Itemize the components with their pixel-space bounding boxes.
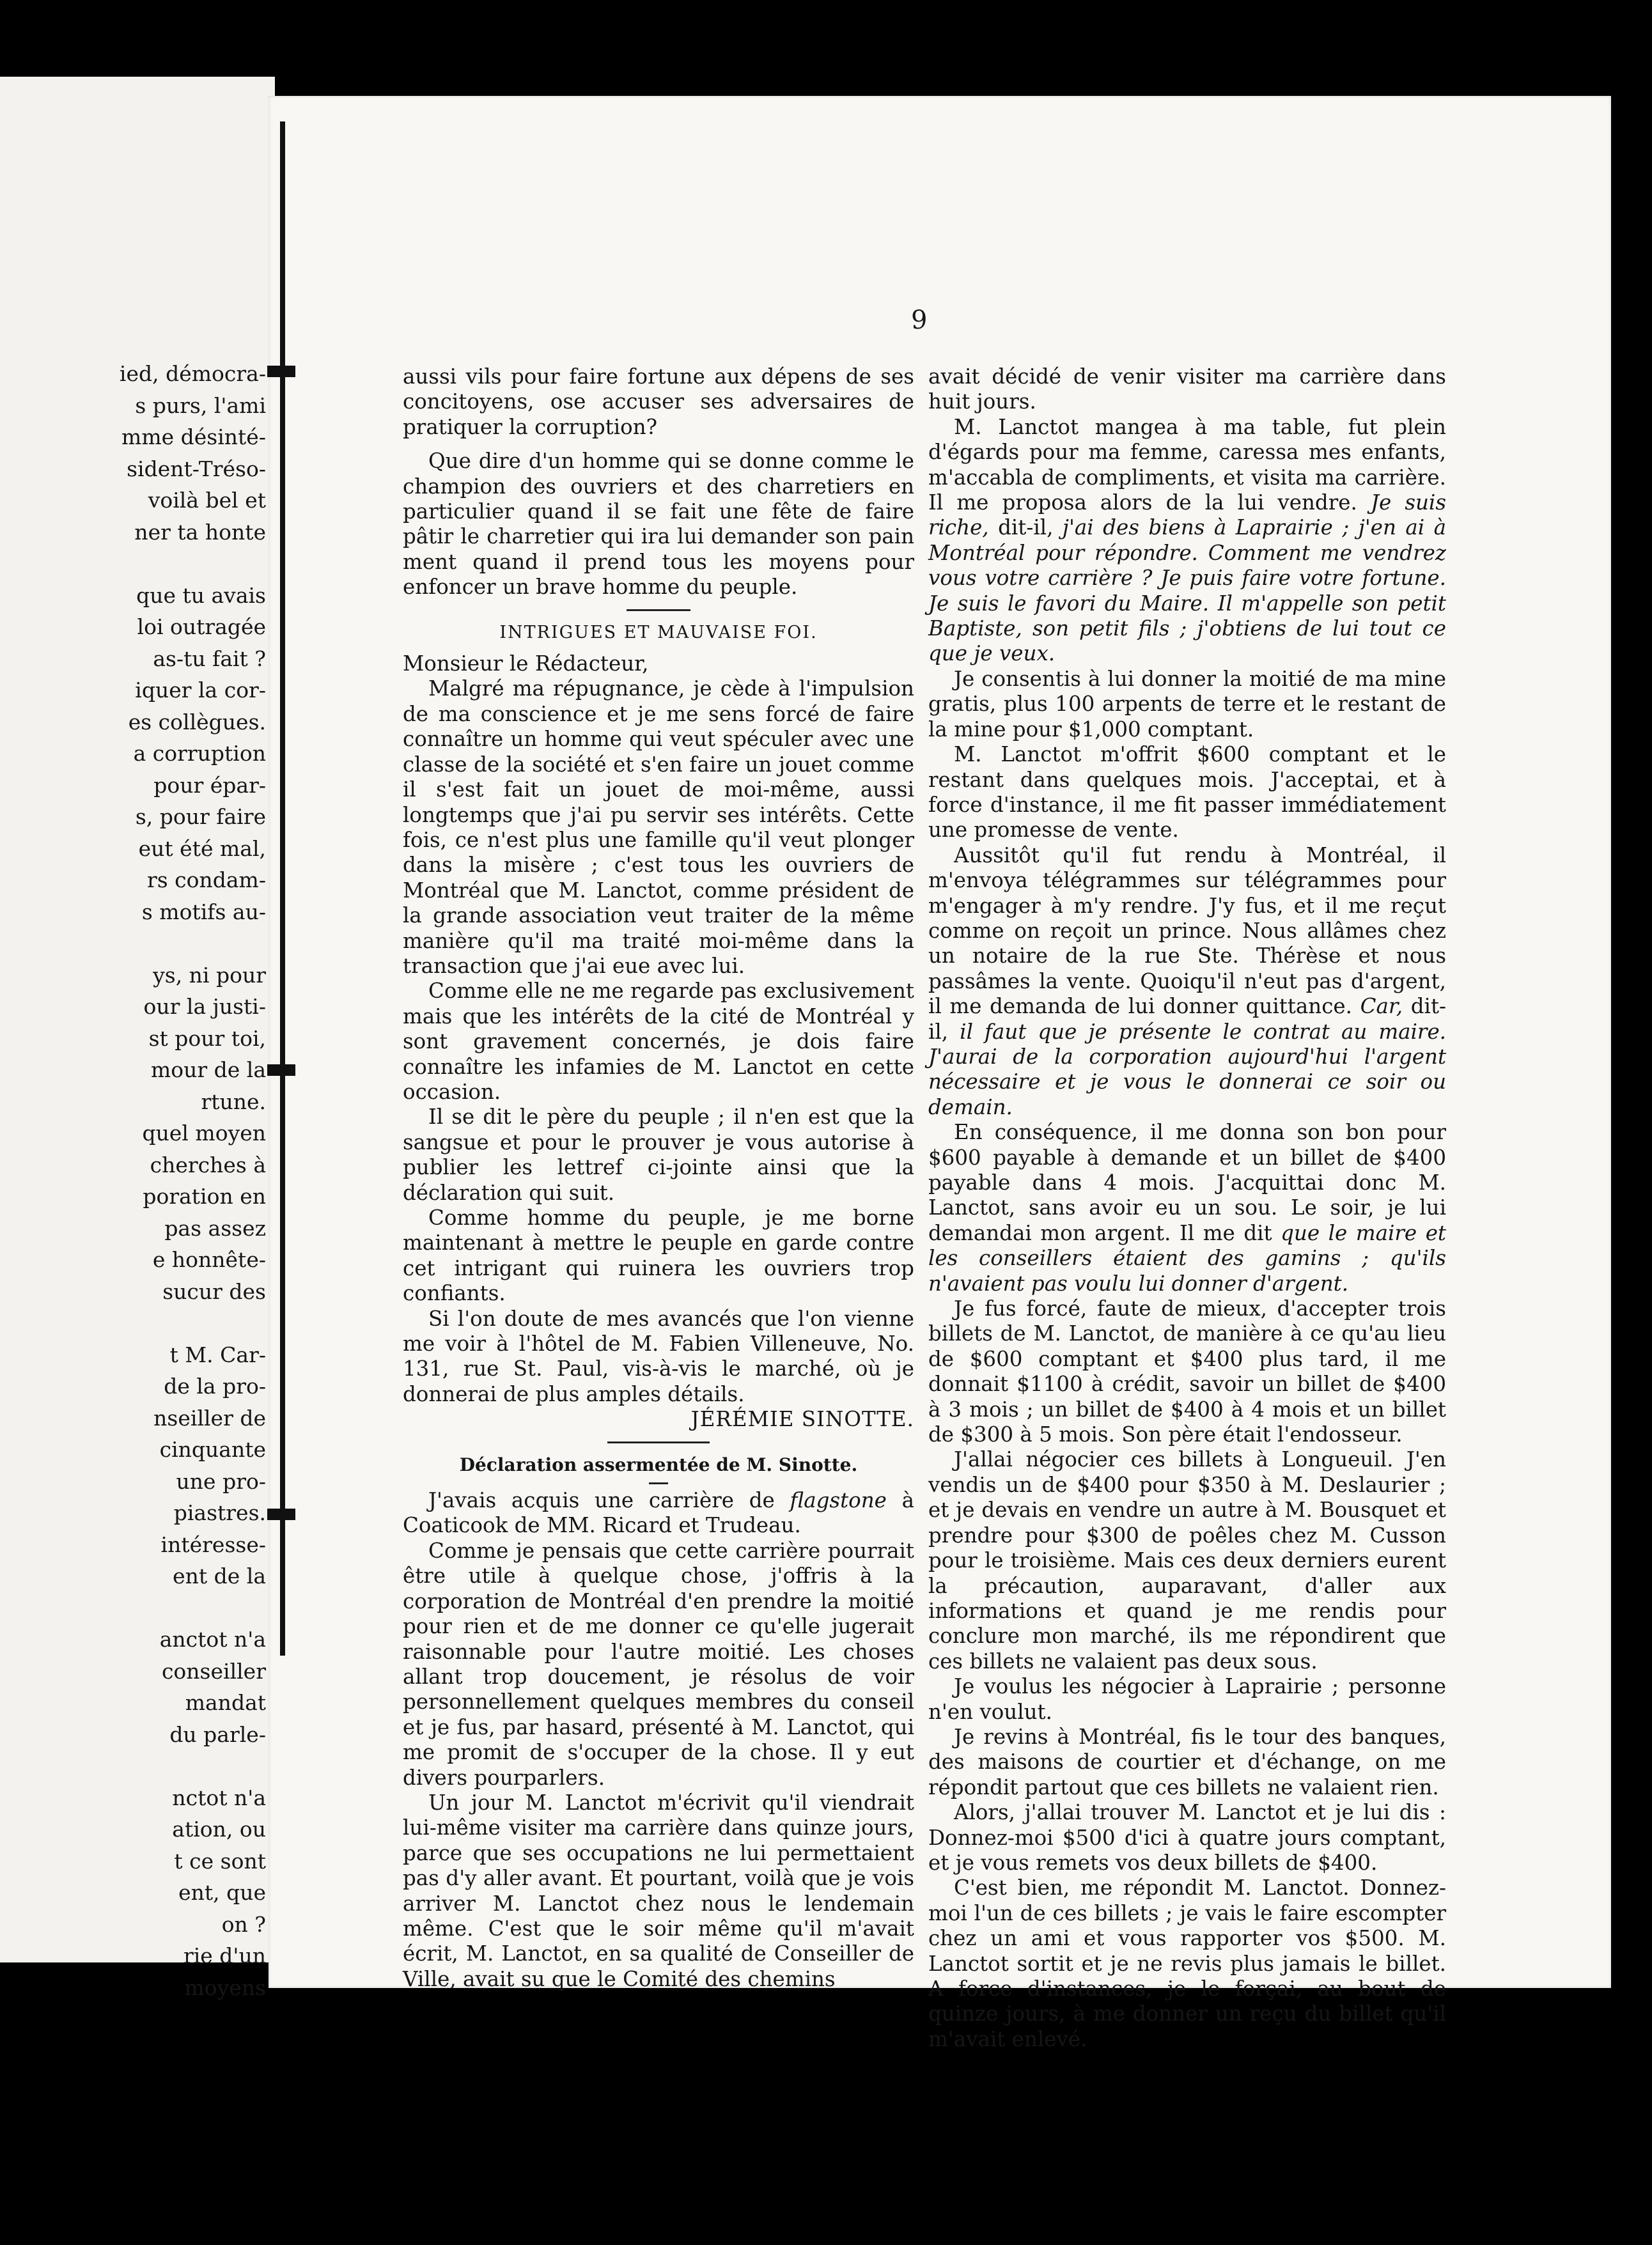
left-page-line: s motifs au- (141, 899, 266, 924)
paragraph: Malgré ma répugnance, je cède à l'impulsion de ma conscience et je me sens forcé de faire connaître un homme qui veut spéculer avec une classe de la société et s'en faire un jouet comme il s'est fait un jouet de moi-même, aussi longtemps que j'ai pu servir ses intérêts. Cette fois, ce n'est plus une famille qu'il veut plonger dans la misère ; c'est tous les ouvriers de Montréal que M. Lanctot, comme président de la grande association veut traiter de la même manière qu'il ma traité moi-même dans la transaction que j'ai eue avec lui. (403, 676, 914, 978)
italic-text: flagstone (790, 1488, 887, 1513)
left-page-fragment (0, 77, 275, 2000)
left-page-line: une pro- (176, 1468, 266, 1494)
left-page-line: nseiller de (153, 1405, 266, 1431)
paragraph: Il se dit le père du peuple ; il n'en est que la sangsue et pour le prouver je vous autorise à publier les lettref ci-jointe ainsi que la déclaration qui suit. (403, 1105, 914, 1205)
left-page-line: mme désinté- (121, 424, 266, 449)
paragraph: Un jour M. Lanctot m'écrivit qu'il viendrait lui-même visiter ma carrière dans quinze jours, parce que ses occupations ne lui permettaient pas d'y aller avant. Et pourtant, voilà que je vois arriver M. Lanctot chez nous le lendemain même. C'est que le soir même qu'il m'avait écrit, M. Lanctot, en sa qualité de Conseiller de Ville, avait su que le Comité des chemins (403, 1790, 914, 1991)
section-heading: Déclaration assermentée de M. Sinotte. (459, 1454, 858, 1475)
left-page-line: ied, démocra- (119, 361, 266, 386)
paragraph: Je consentis à lui donner la moitié de ma mine gratis, plus 100 arpents de terre et le restant de la mine pour $1,000 comptant. (928, 666, 1446, 742)
binding-mark (267, 1509, 295, 1520)
binding-mark (267, 1064, 295, 1076)
paragraph: Je revins à Montréal, fis le tour des banques, des maisons de courtier et d'échange, on me répondit partout que ces billets ne valaient rien. (928, 1724, 1446, 1799)
signature: JÉRÉMIE SINOTTE. (690, 1407, 914, 1432)
paragraph (403, 1488, 914, 1539)
book-spine (280, 121, 285, 1656)
paragraph: Comme homme du peuple, je me borne maintenant à mettre le peuple en garde contre cet intrigant qui ruinera les ouvriers trop confiants. (403, 1206, 914, 1306)
paragraph (928, 415, 1446, 667)
left-page-line: conseiller (161, 1658, 266, 1684)
left-page-line: cinquante (159, 1437, 266, 1462)
paragraph: aussi vils pour faire fortune aux dépens de ses concitoyens, ose accuser ses adversaires de pratiquer la corruption? (403, 364, 914, 439)
left-page-line: moyens (184, 1975, 266, 2000)
binding-mark (267, 366, 295, 377)
divider (627, 609, 690, 611)
paragraph: Comme je pensais que cette carrière pourrait être utile à quelque chose, j'offris à la corporation de Montréal d'en prendre la moitié pour rien et de me donner ce qu'elle jugerait raisonnable pour l'autre moitié. Les choses allant trop doucement, je résolus de voir personnellement quelques membres du conseil et je fus, par hasard, présenté à M. Lanctot, qui me promit de s'occuper de la chose. Il y eut divers pourparlers. (403, 1538, 914, 1790)
divider (649, 1482, 668, 1484)
italic-text: Je suis riche, (928, 490, 1446, 540)
left-page-line: ation, ou (172, 1817, 266, 1842)
italic-text: il faut que je présente le contrat au maire. J'aurai de la corporation aujourd'hui l'argent nécessaire et je vous le donnerai ce soir ou demain. (928, 1019, 1447, 1119)
left-page-line: piastres. (173, 1500, 266, 1525)
page-number: 9 (911, 306, 928, 335)
column-right (928, 364, 1446, 2052)
left-page-line: intéresse- (160, 1532, 266, 1557)
left-page-line: voilà bel et (148, 488, 266, 513)
left-page-line: cherches à (150, 1152, 266, 1177)
left-page-line: sucur des (162, 1278, 266, 1304)
left-page-line: rtune. (201, 1089, 266, 1114)
left-page-line: loi outragée (137, 614, 266, 639)
left-page-line: iquer la cor- (135, 678, 266, 703)
left-page-line: ner ta honte (134, 519, 266, 545)
paragraph: J'allai négocier ces billets à Longueuil. J'en vendis un de $400 pour $350 à M. Deslaurier ; et je devais en vendre un autre à M. Bousquet et prendre pour $300 de poêles chez M. Cusson pour le troisième. Mais ces deux derniers eurent la précaution, auparavant, d'aller aux informations et quand je me rendis pour conclure mon marché, ils me répondirent que ces billets ne valaient pas deux sous. (928, 1447, 1446, 1674)
italic-text: que le maire et les conseillers étaient des gamins ; qu'ils n'avaient pas voulu lui donner d'argent. (928, 1220, 1446, 1296)
left-page-line: de la pro- (164, 1374, 266, 1399)
left-page-line: ys, ni pour (153, 962, 266, 988)
paragraph: Je voulus les négocier à Laprairie ; personne n'en voulut. (928, 1674, 1446, 1724)
paragraph: M. Lanctot m'offrit $600 comptant et le restant dans quelques mois. J'acceptai, et à force d'instance, il me fit passer immédiatement une promesse de vente. (928, 742, 1446, 843)
left-page-line: mour de la (150, 1057, 266, 1082)
left-page-line: nctot n'a (172, 1785, 266, 1810)
left-page-line: quel moyen (142, 1121, 266, 1146)
paragraph: Alors, j'allai trouver M. Lanctot et je lui dis : Donnez-moi $500 d'ici à quatre jours comptant, et je vous remets vos deux billets de $400. (928, 1800, 1446, 1875)
italic-text: Car, (1360, 994, 1403, 1019)
text: En conséquence, il me donna son bon pour $600 payable à demande et un billet de $400 payable dans 4 mois. J'acquittai donc M. Lanctot, sans avoir eu un sou. Le soir, je lui demandai mon argent. Il me dit (928, 1120, 1446, 1245)
paragraph (928, 1120, 1446, 1296)
left-page-line: st pour toi, (148, 1025, 266, 1051)
left-page-line: t M. Car- (169, 1342, 266, 1367)
paragraph: avait décidé de venir visiter ma carrière dans huit jours. (928, 364, 1446, 414)
text: M. Lanctot mangea à ma table, fut plein d'égards pour ma femme, caressa mes enfants, m'accabla de compliments, et visita ma carrière. Il me proposa alors de la lui vendre. (928, 414, 1446, 515)
salutation: Monsieur le Rédacteur, (403, 651, 649, 676)
section-heading: INTRIGUES ET MAUVAISE FOI. (499, 622, 818, 642)
text: J'avais acquis une carrière de (428, 1488, 790, 1513)
paragraph: Je fus forcé, faute de mieux, d'accepter trois billets de M. Lanctot, de manière à ce qu'au lieu de $600 comptant et $400 plus tard, il me donnait $1100 à crédit, savoir un billet de $400 à 3 mois ; un billet de $400 à 4 mois et un billet de $300 à 5 mois. Son père était l'endosseur. (928, 1296, 1446, 1447)
divider (607, 1441, 710, 1443)
text: Aussitôt qu'il fut rendu à Montréal, il m'envoya télégrammes sur télégrammes pour m'engager à m'y rendre. J'y fus, et il me reçut comme on reçoit un prince. Nous allâmes chez un notaire de la rue Ste. Thérèse et nous passâmes la vente. Quoiqu'il n'eut pas d'argent, il me demanda de lui donner quittance. (928, 843, 1446, 1019)
left-page-line: s, pour faire (135, 804, 266, 829)
left-page-line: rie d'un (183, 1943, 266, 1968)
paragraph (928, 843, 1446, 1120)
left-page-line: ent de la (173, 1564, 266, 1589)
left-page-line: eut été mal, (138, 835, 266, 861)
paragraph: Si l'on doute de mes avancés que l'on vienne me voir à l'hôtel de M. Fabien Villeneuve, No. 131, rue St. Paul, vis-à-vis le marché, où je donnerai de plus amples détails. (403, 1306, 914, 1406)
left-page-line: e honnête- (152, 1247, 266, 1272)
text: à Coaticook de MM. Ricard et Trudeau. (403, 1488, 914, 1538)
text: dit-il, (928, 994, 1446, 1044)
left-page-line: sident-Tréso- (127, 456, 266, 481)
paragraph: C'est bien, me répondit M. Lanctot. Donnez-moi l'un de ces billets ; je vais le faire escompter chez un ami et vous rapporter vos $500. M. Lanctot sortit et je ne revis plus jamais le billet. A force d'instances, je le forçai, au bout de quinze jours, à me donner un reçu du billet qu'il m'avait enlevé. (928, 1876, 1446, 2051)
text: dit-il, (988, 515, 1063, 540)
left-page-line: a corruption (133, 741, 266, 766)
left-page-line: du parle- (169, 1721, 266, 1747)
italic-text: j'ai des biens à Laprairie ; j'en ai à Montréal pour répondre. Comment me vendrez vous votre carrière ? Je puis faire votre fortune. Je suis le favori du Maire. Il m'appelle son petit Baptiste, son petit fils ; j'obtiens de lui tout ce que je veux. (928, 515, 1446, 666)
left-page-line: ent, que (178, 1880, 266, 1905)
left-page-line: our la justi- (143, 994, 266, 1019)
paragraph: Comme elle ne me regarde pas exclusivement mais que les intérêts de la cité de Montréal y sont gravement concernés, je dois faire connaître les infamies de M. Lanctot en cette occasion. (403, 979, 914, 1104)
left-page-line: es collègues. (128, 709, 266, 734)
column-left (403, 364, 914, 1992)
left-page-line: pour épar- (153, 772, 266, 798)
left-page-line: que tu avais (136, 582, 266, 608)
left-page-line: rs condam- (146, 867, 266, 892)
left-page-line: t ce sont (174, 1848, 266, 1874)
left-page-line: poration en (143, 1184, 266, 1209)
paragraph: Que dire d'un homme qui se donne comme le champion des ouvriers et des charretiers en particulier quand il se fait une fête de faire pâtir le charretier qui ira lui demander son pain ment quand il prend tous les moyens pour enfoncer un brave homme du peuple. (403, 449, 914, 600)
left-page-line: mandat (185, 1690, 266, 1715)
left-page-line: pas assez (164, 1215, 266, 1241)
left-page-line: anctot n'a (159, 1627, 266, 1652)
left-page-line: as-tu fait ? (153, 646, 266, 671)
left-page-line: on ? (221, 1911, 266, 1937)
left-page-line: s purs, l'ami (135, 392, 266, 418)
